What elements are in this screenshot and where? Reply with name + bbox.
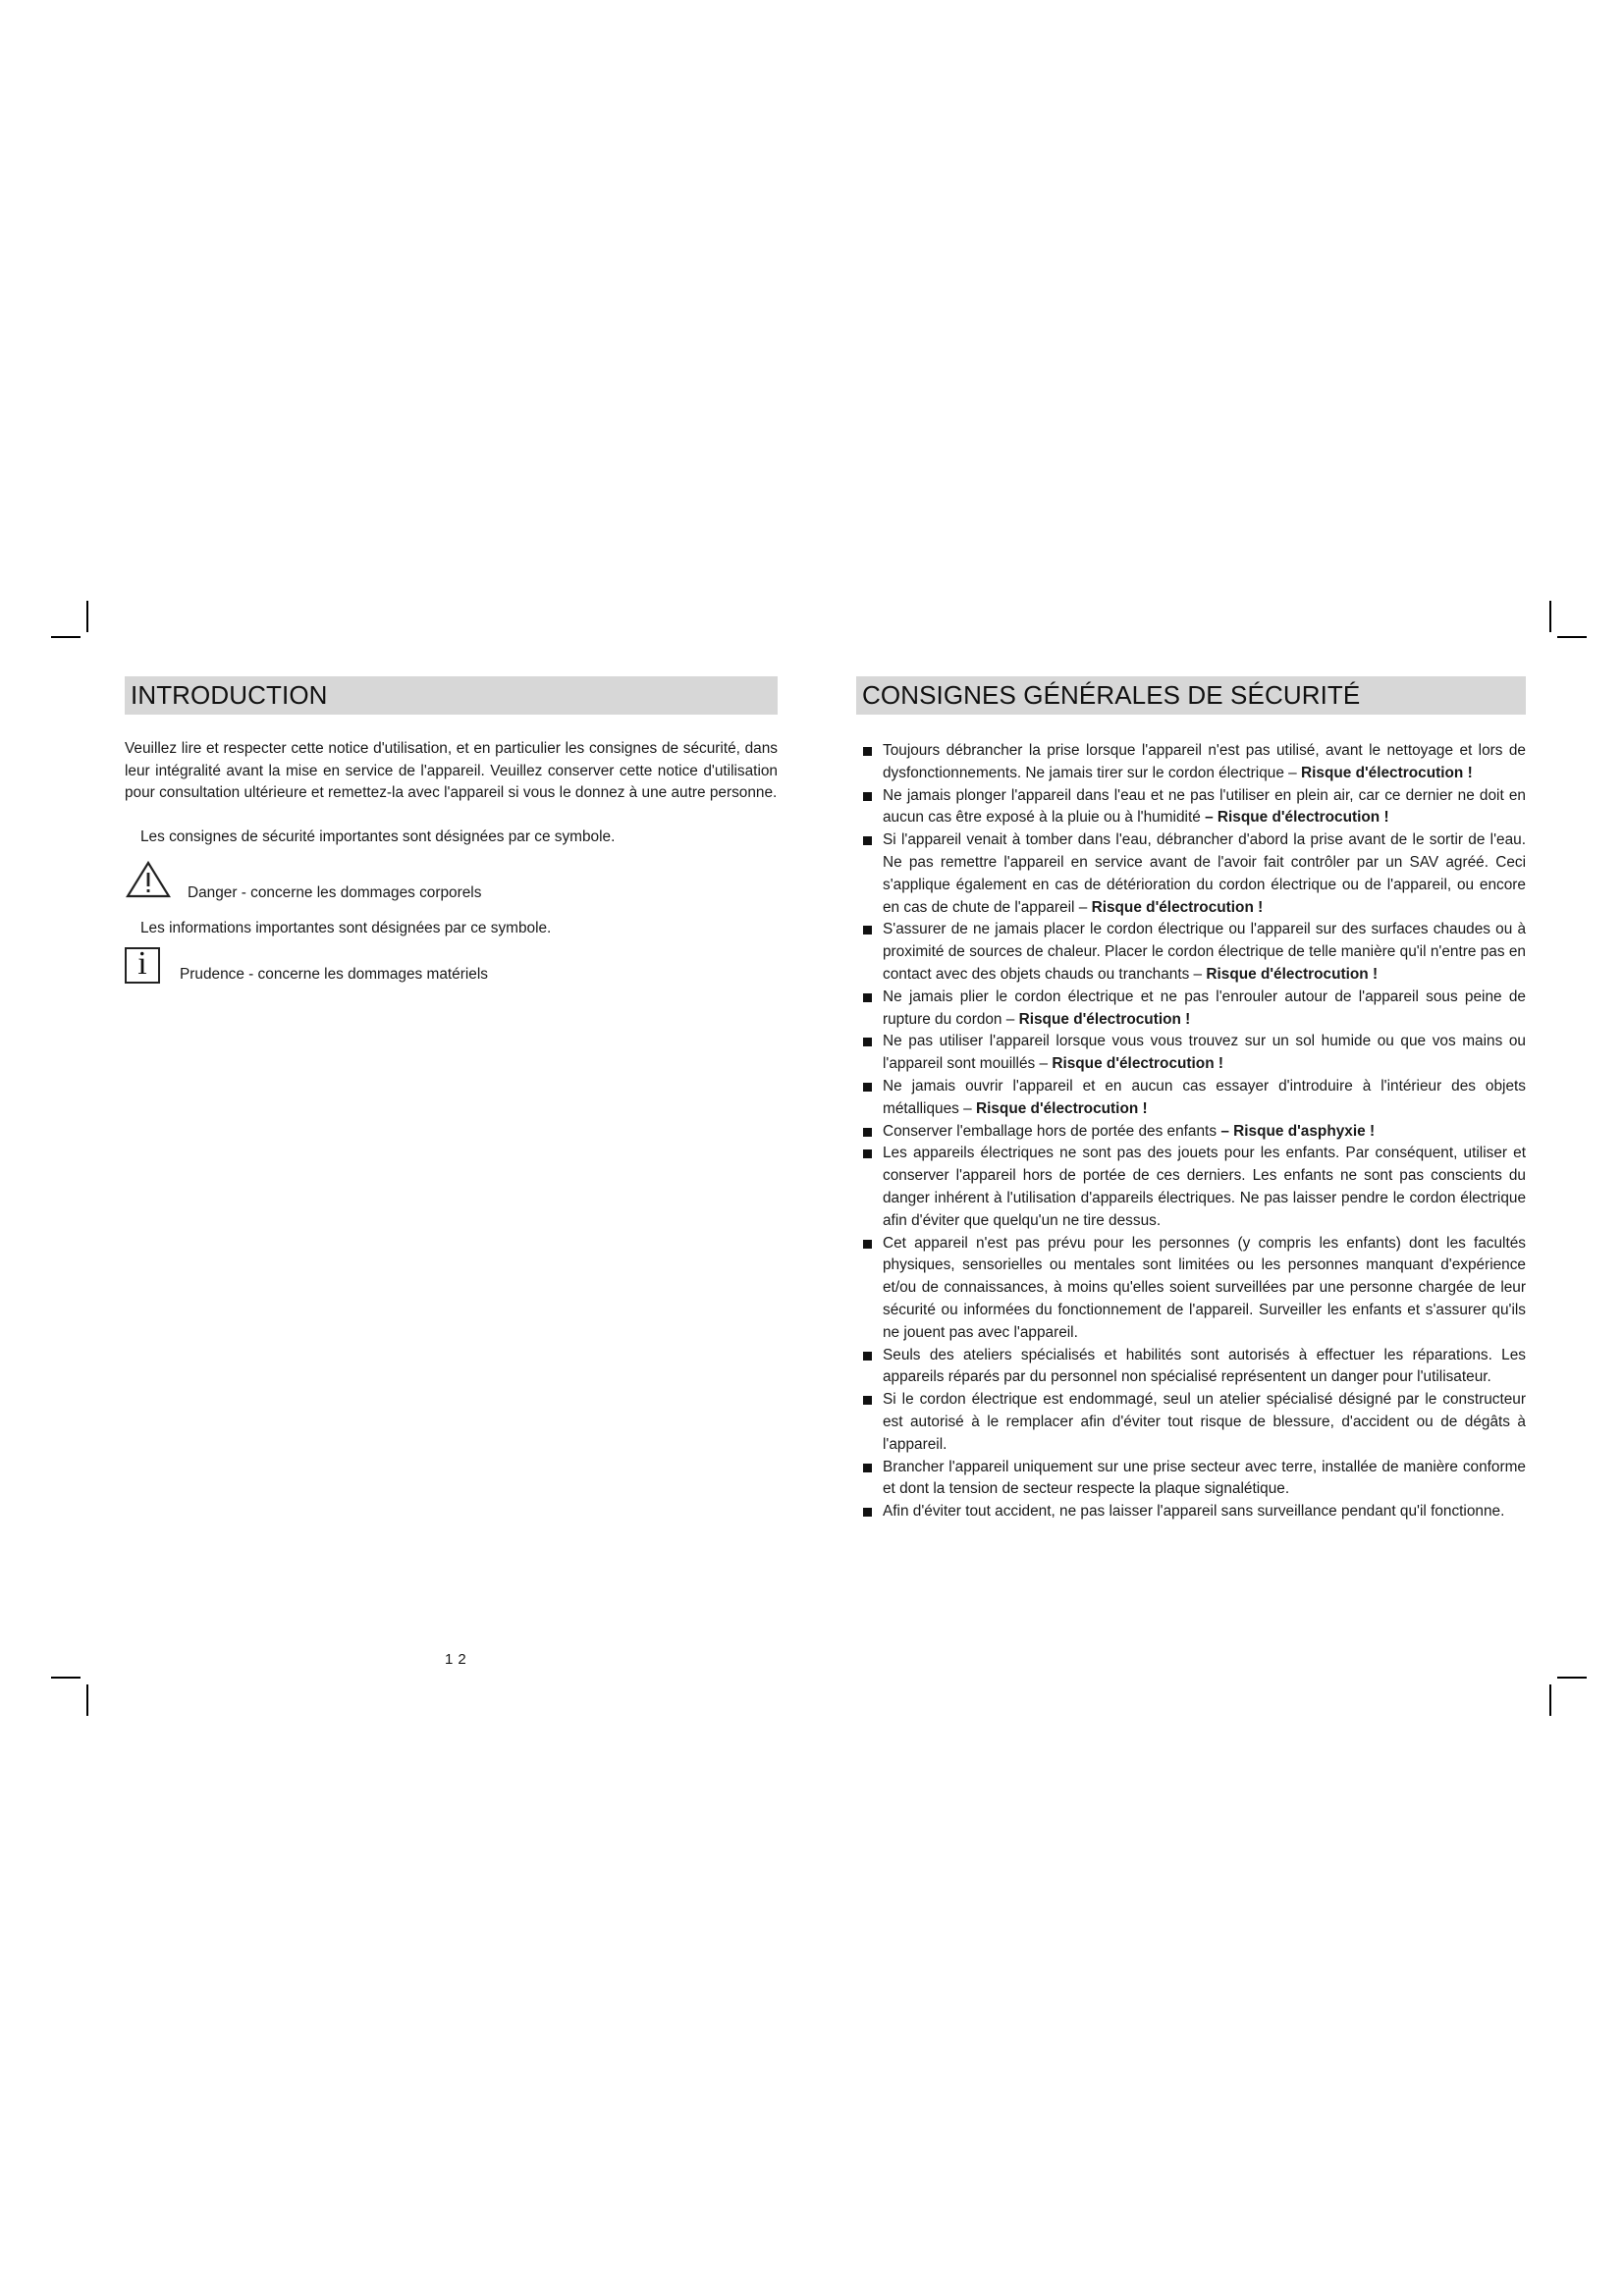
safety-item-warning: Risque d'électrocution !: [1206, 965, 1379, 983]
safety-item-warning: Risque d'électrocution !: [975, 1099, 1148, 1117]
safety-item-text: Conserver l'emballage hors de portée des enfants: [883, 1122, 1221, 1140]
square-bullet-icon: [863, 993, 872, 1002]
safety-list-item: [856, 1345, 1526, 1390]
crop-mark-bottom-left-v: [86, 1684, 88, 1716]
square-bullet-icon: [863, 1128, 872, 1137]
danger-label: Danger - concerne les dommages corporels: [188, 883, 482, 901]
safety-list-item: [856, 1076, 1526, 1121]
safety-item-text: Les appareils électriques ne sont pas des jouets pour les enfants. Par conséquent, utiliser et conserver l'appareil hors de portée de ces derniers. Les enfants ne sont pas conscients du danger inhérent à l'utilisation d'appareils électriques. Ne pas laisser pendre le cordon électrique afin d'éviter que quelqu'un ne tire dessus.: [883, 1145, 1526, 1229]
safety-item-text: Si l'appareil venait à tomber dans l'eau, débrancher d'abord la prise avant de le sortir de l'eau. Ne pas remettre l'appareil en service avant de l'avoir fait contrôler par un SAV agréé. Ceci s'applique également en cas de détérioration du cordon électrique ou de l'appareil, ou encore en cas de chute de l'appareil –: [883, 831, 1526, 916]
safety-item-warning: Risque d'électrocution !: [1052, 1055, 1224, 1073]
crop-mark-bottom-left-h: [51, 1677, 81, 1679]
safety-item-text: Ne pas utiliser l'appareil lorsque vous vous trouvez sur un sol humide ou que vos mains ou l'appareil sont mouillés –: [883, 1033, 1526, 1073]
safety-list-item: [856, 1121, 1526, 1144]
warning-triangle-icon: [125, 860, 172, 904]
safety-list-item: [856, 1501, 1526, 1523]
safety-item-warning: Risque d'électrocution !: [1301, 764, 1473, 781]
crop-mark-top-right-h: [1557, 636, 1587, 638]
safety-item-warning: – Risque d'asphyxie !: [1220, 1122, 1376, 1140]
introduction-paragraph: Veuillez lire et respecter cette notice d'utilisation, et en particulier les consignes de sécurité, dans leur intégralité avant la mise en service de l'appareil. Veuillez conserver cette notice d'utilisation pour consultation ultérieure et remettez-la avec l'appareil si vous le donnez à une autre personne.: [125, 740, 778, 801]
safety-list-item: [856, 785, 1526, 830]
square-bullet-icon: [863, 1508, 872, 1517]
crop-mark-top-left-v: [86, 601, 88, 632]
crop-mark-top-left-h: [51, 636, 81, 638]
safety-heading: CONSIGNES GÉNÉRALES DE SÉCURITÉ: [856, 676, 1526, 715]
safety-symbol-note: Les consignes de sécurité importantes sont désignées par ce symbole.: [140, 828, 616, 845]
safety-list-item: [856, 1389, 1526, 1456]
info-symbol-note: Les informations importantes sont désignées par ce symbole.: [140, 919, 552, 936]
safety-item-text: S'assurer de ne jamais placer le cordon électrique ou l'appareil sur des surfaces chaudes ou à proximité de sources de chaleur. Placer le cordon électrique de telle manière qu'il n'entre pas en contact avec des objets chauds ou tranchants –: [883, 921, 1526, 983]
square-bullet-icon: [863, 1038, 872, 1046]
crop-mark-top-right-v: [1549, 601, 1551, 632]
safety-item-text: Si le cordon électrique est endommagé, seul un atelier spécialisé désigné par le constructeur est autorisé à le remplacer afin d'éviter tout risque de blessure, d'accident ou de dégâts à l'appareil.: [883, 1391, 1526, 1453]
info-icon: i: [125, 947, 160, 984]
safety-item-text: Cet appareil n'est pas prévu pour les personnes (y compris les enfants) dont les facultés physiques, sensorielles ou mentales sont limitées ou les personnes manquant d'expérience et/ou de connaissances, à moins qu'elles soient surveillées par une personne chargée de leur sécurité ou informées du fonctionnement de l'appareil. Surveiller les enfants et s'assurer qu'ils ne jouent pas avec l'appareil.: [883, 1234, 1526, 1341]
safety-list: [856, 740, 1526, 1523]
introduction-heading: INTRODUCTION: [125, 676, 778, 715]
safety-item-text: Afin d'éviter tout accident, ne pas laisser l'appareil sans surveillance pendant qu'il fonctionne.: [883, 1503, 1505, 1521]
square-bullet-icon: [863, 1396, 872, 1405]
prudence-label: Prudence - concerne les dommages matériels: [180, 965, 488, 983]
danger-legend: [125, 860, 778, 904]
safety-item-text: Ne jamais plier le cordon électrique et ne pas l'enrouler autour de l'appareil sous peine de rupture du cordon –: [883, 988, 1526, 1028]
safety-list-item: [856, 1457, 1526, 1502]
safety-item-warning: Risque d'électrocution !: [1018, 1010, 1191, 1028]
square-bullet-icon: [863, 1149, 872, 1158]
safety-list-item: [856, 829, 1526, 919]
safety-item-text: Seuls des ateliers spécialisés et habilités sont autorisés à effectuer les réparations. Les appareils réparés par du personnel non spécialisé représentent un danger pour l'utilisateur.: [883, 1346, 1526, 1386]
safety-list-item: [856, 1031, 1526, 1076]
crop-mark-bottom-right-v: [1549, 1684, 1551, 1716]
safety-item-text: Ne jamais ouvrir l'appareil et en aucun cas essayer d'introduire à l'intérieur des objets métalliques –: [883, 1077, 1526, 1117]
safety-list-item: [856, 740, 1526, 785]
prudence-legend: [125, 944, 778, 984]
square-bullet-icon: [863, 1083, 872, 1092]
square-bullet-icon: [863, 747, 872, 756]
safety-item-warning: Risque d'électrocution !: [1091, 898, 1264, 916]
safety-list-item: [856, 1233, 1526, 1345]
square-bullet-icon: [863, 836, 872, 845]
introduction-section: [125, 676, 778, 984]
square-bullet-icon: [863, 792, 872, 801]
safety-item-text: Toujours débrancher la prise lorsque l'appareil n'est pas utilisé, avant le nettoyage et lors de dysfonctionnements. Ne jamais tirer sur le cordon électrique –: [883, 742, 1526, 781]
square-bullet-icon: [863, 1464, 872, 1472]
page-number: 12: [445, 1651, 471, 1668]
safety-item-warning: – Risque d'électrocution !: [1205, 809, 1389, 827]
safety-item-text: Ne jamais plonger l'appareil dans l'eau et ne pas l'utiliser en plein air, car ce dernier ne doit en aucun cas être exposé à la pluie ou à l'humidité: [883, 786, 1526, 827]
safety-list-item: [856, 919, 1526, 986]
square-bullet-icon: [863, 1240, 872, 1249]
safety-list-item: [856, 987, 1526, 1032]
square-bullet-icon: [863, 1352, 872, 1361]
safety-section: [856, 676, 1526, 1523]
safety-item-text: Brancher l'appareil uniquement sur une prise secteur avec terre, installée de manière conforme et dont la tension de secteur respecte la plaque signalétique.: [883, 1458, 1526, 1498]
square-bullet-icon: [863, 926, 872, 934]
crop-mark-bottom-right-h: [1557, 1677, 1587, 1679]
safety-list-item: [856, 1143, 1526, 1232]
